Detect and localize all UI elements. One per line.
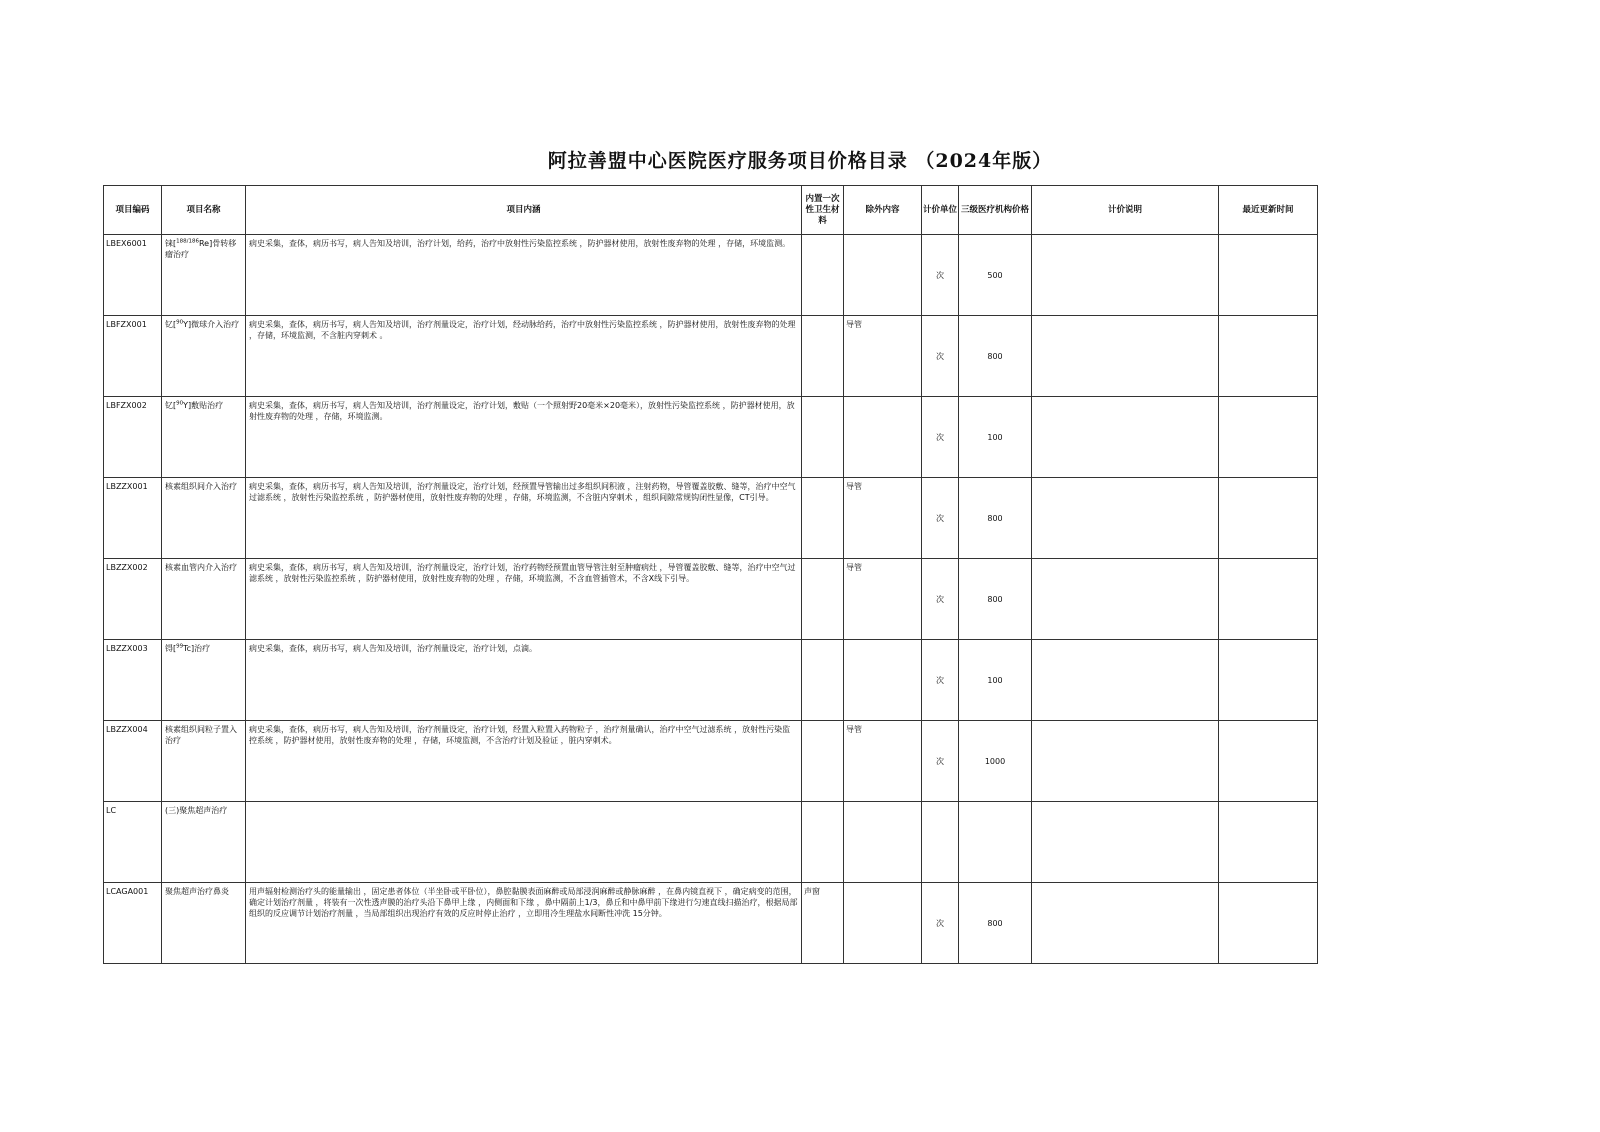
item-content: 病史采集，查体，病历书写，病人告知及培训，治疗剂量设定，治疗计划，经预置导管输出过多组织间积液 ，注射药物，导管覆盖胶敷、缝等，治疗中空气过滤系统 ，放射性污染监控系统 ，防护器材使用，放射性废弃物的处理 ，存储，环境监测，不含脏内穿刺术 ，组织间隙常规钩闭性显像，CT引导。 xyxy=(246,478,802,559)
item-code: LBZZX004 xyxy=(104,721,162,802)
item-name-text: 铼[ xyxy=(165,239,177,248)
table-row xyxy=(104,559,1318,640)
item-name-text: 聚焦超声治疗鼻炎 xyxy=(165,887,229,896)
item-excluded: 导管 xyxy=(844,721,922,802)
item-code: LBZZX003 xyxy=(104,640,162,721)
item-notes xyxy=(1032,235,1219,316)
item-code: LCAGA001 xyxy=(104,883,162,964)
item-name-text: 锝[ xyxy=(165,644,177,653)
item-name xyxy=(162,721,246,802)
header-excluded: 除外内容 xyxy=(844,186,922,235)
item-name-text: 核素组织间粒子置入治疗 xyxy=(165,725,237,745)
item-material xyxy=(802,235,844,316)
item-name-text: (三)聚焦超声治疗 xyxy=(165,806,228,815)
item-material: 声窗 xyxy=(802,883,844,964)
item-content: 病史采集，查体，病历书写，病人告知及培训，治疗剂量设定，治疗计划，经动脉给药，治疗中放射性污染监控系统 ，防护器材使用，放射性废弃物的处理 ，存储，环境监测，不含脏内穿刺术 。 xyxy=(246,316,802,397)
table-row xyxy=(104,802,1318,883)
item-content: 病史采集，查体，病历书写，病人告知及培训，治疗剂量设定，治疗计划，经置入粒置入药物粒子 ，治疗剂量确认，治疗中空气过滤系统 ，放射性污染监控系统 ，防护器材使用，放射性废弃物的处理 ，存储，环境监测，不含治疗计划及验证 ，脏内穿刺术。 xyxy=(246,721,802,802)
item-notes xyxy=(1032,883,1219,964)
item-code: LBEX6001 xyxy=(104,235,162,316)
item-name xyxy=(162,883,246,964)
price-table xyxy=(103,185,1318,964)
item-name xyxy=(162,802,246,883)
item-name-text: 核素组织间介入治疗 xyxy=(165,482,237,491)
item-name xyxy=(162,397,246,478)
item-material xyxy=(802,640,844,721)
item-code: LBZZX001 xyxy=(104,478,162,559)
table-row xyxy=(104,640,1318,721)
item-code: LC xyxy=(104,802,162,883)
isotope-mass-number: 90 xyxy=(176,319,184,326)
item-name xyxy=(162,478,246,559)
item-name xyxy=(162,235,246,316)
item-excluded: 导管 xyxy=(844,478,922,559)
item-unit-text: 次 xyxy=(936,756,944,766)
item-excluded xyxy=(844,397,922,478)
item-price xyxy=(959,802,1032,883)
item-unit xyxy=(922,316,959,397)
item-price xyxy=(959,478,1032,559)
item-code: LBFZX001 xyxy=(104,316,162,397)
item-price xyxy=(959,316,1032,397)
isotope-mass-number: 90 xyxy=(176,400,184,407)
item-notes xyxy=(1032,721,1219,802)
item-price-text: 500 xyxy=(987,270,1003,280)
item-name-text: 钇[ xyxy=(165,320,177,329)
item-unit-text: 次 xyxy=(936,594,944,604)
table-row xyxy=(104,883,1318,964)
item-unit-text: 次 xyxy=(936,675,944,685)
item-content: 病史采集，查体，病历书写，病人告知及培训，治疗剂量设定，治疗计划，治疗药物经预置血管导管注射至肿瘤病灶 ，导管覆盖胶敷、缝等，治疗中空气过滤系统 ，放射性污染监控系统 ，防护器材使用，放射性废弃物的处理 ，存储，环境监测，不含血管插管术，不含X线下引导。 xyxy=(246,559,802,640)
isotope-mass-number: 99 xyxy=(176,643,184,650)
item-excluded xyxy=(844,883,922,964)
header-material: 内置一次性卫生材料 xyxy=(802,186,844,235)
item-price xyxy=(959,559,1032,640)
header-updated: 最近更新时间 xyxy=(1219,186,1318,235)
item-updated xyxy=(1219,802,1318,883)
item-excluded: 导管 xyxy=(844,316,922,397)
item-unit xyxy=(922,802,959,883)
item-unit xyxy=(922,640,959,721)
item-unit-text: 次 xyxy=(936,351,944,361)
item-unit-text: 次 xyxy=(936,432,944,442)
header-unit: 计价单位 xyxy=(922,186,959,235)
item-unit-text: 次 xyxy=(936,918,944,928)
page-title: 阿拉善盟中心医院医疗服务项目价格目录 （2024年版） xyxy=(547,150,1053,172)
item-unit xyxy=(922,478,959,559)
item-name-suffix: Y]敷贴治疗 xyxy=(183,401,224,410)
item-updated xyxy=(1219,883,1318,964)
item-excluded xyxy=(844,235,922,316)
item-unit xyxy=(922,883,959,964)
item-unit xyxy=(922,235,959,316)
item-material xyxy=(802,721,844,802)
item-notes xyxy=(1032,316,1219,397)
item-price-text: 800 xyxy=(987,594,1003,604)
item-material xyxy=(802,478,844,559)
header-price: 三级医疗机构价格 xyxy=(959,186,1032,235)
item-name-suffix: Y]微球介入治疗 xyxy=(183,320,240,329)
item-unit-text: 次 xyxy=(936,270,944,280)
item-price-text: 100 xyxy=(987,432,1003,442)
item-unit xyxy=(922,559,959,640)
item-material xyxy=(802,397,844,478)
item-code: LBZZX002 xyxy=(104,559,162,640)
item-content: 病史采集，查体，病历书写，病人告知及培训，治疗剂量设定，治疗计划，敷贴（一个照射野20毫米×20毫米），放射性污染监控系统 ，防护器材使用，放射性废弃物的处理 ，存储，环境监测。 xyxy=(246,397,802,478)
item-updated xyxy=(1219,640,1318,721)
item-name xyxy=(162,316,246,397)
item-unit-text: 次 xyxy=(936,513,944,523)
table-header-row xyxy=(104,186,1318,235)
item-material xyxy=(802,802,844,883)
item-price-text: 100 xyxy=(987,675,1003,685)
item-name-suffix: Re]骨转移瘤治疗 xyxy=(165,239,237,259)
item-price xyxy=(959,640,1032,721)
item-price xyxy=(959,721,1032,802)
item-content xyxy=(246,802,802,883)
item-name xyxy=(162,640,246,721)
item-updated xyxy=(1219,721,1318,802)
item-material xyxy=(802,316,844,397)
isotope-mass-number: 188/186 xyxy=(176,238,199,245)
header-name: 项目名称 xyxy=(162,186,246,235)
header-content: 项目内涵 xyxy=(246,186,802,235)
item-price xyxy=(959,235,1032,316)
item-material xyxy=(802,559,844,640)
item-price-text: 800 xyxy=(987,513,1003,523)
item-content: 病史采集，查体，病历书写，病人告知及培训，治疗计划，给药，治疗中放射性污染监控系统 ，防护器材使用，放射性废弃物的处理 ，存储，环境监测。 xyxy=(246,235,802,316)
item-price-text: 800 xyxy=(987,918,1003,928)
item-notes xyxy=(1032,478,1219,559)
item-price xyxy=(959,397,1032,478)
table-row xyxy=(104,721,1318,802)
item-content: 病史采集，查体，病历书写，病人告知及培训，治疗剂量设定，治疗计划，点滴。 xyxy=(246,640,802,721)
item-updated xyxy=(1219,397,1318,478)
item-notes xyxy=(1032,397,1219,478)
item-name-text: 钇[ xyxy=(165,401,177,410)
item-excluded xyxy=(844,640,922,721)
item-notes xyxy=(1032,559,1219,640)
item-name xyxy=(162,559,246,640)
item-excluded: 导管 xyxy=(844,559,922,640)
item-unit xyxy=(922,397,959,478)
table-row xyxy=(104,478,1318,559)
item-price-text: 800 xyxy=(987,351,1003,361)
item-notes xyxy=(1032,802,1219,883)
item-name-text: 核素血管内介入治疗 xyxy=(165,563,237,572)
table-row xyxy=(104,397,1318,478)
header-notes: 计价说明 xyxy=(1032,186,1219,235)
item-updated xyxy=(1219,478,1318,559)
item-price xyxy=(959,883,1032,964)
item-updated xyxy=(1219,559,1318,640)
header-code: 项目编码 xyxy=(104,186,162,235)
item-price-text: 1000 xyxy=(984,756,1006,766)
item-content: 用声辐射检测治疗头的能量输出 ，固定患者体位（半坐卧或平卧位），鼻腔黏膜表面麻醉或局部浸润麻醉或静脉麻醉 ，在鼻内镜直视下 ，确定病变的范围，确定计划治疗剂量 ，将装有一次性透声膜的治疗头沿下鼻甲上缘 ，内侧面和下缘 ，鼻中隔前上1/3，鼻丘和中鼻甲前下缘进行匀速直线扫描治疗，根据局部组织的反应调节计划治疗剂量 ，当局部组织出现治疗有效的反应时停止治疗 ，立即用冷生理盐水间断性冲洗 15分钟。 xyxy=(246,883,802,964)
item-unit xyxy=(922,721,959,802)
table-row xyxy=(104,235,1318,316)
item-name-suffix: Tc]治疗 xyxy=(183,644,211,653)
table-row xyxy=(104,316,1318,397)
item-updated xyxy=(1219,316,1318,397)
item-code: LBFZX002 xyxy=(104,397,162,478)
item-notes xyxy=(1032,640,1219,721)
item-updated xyxy=(1219,235,1318,316)
item-excluded xyxy=(844,802,922,883)
